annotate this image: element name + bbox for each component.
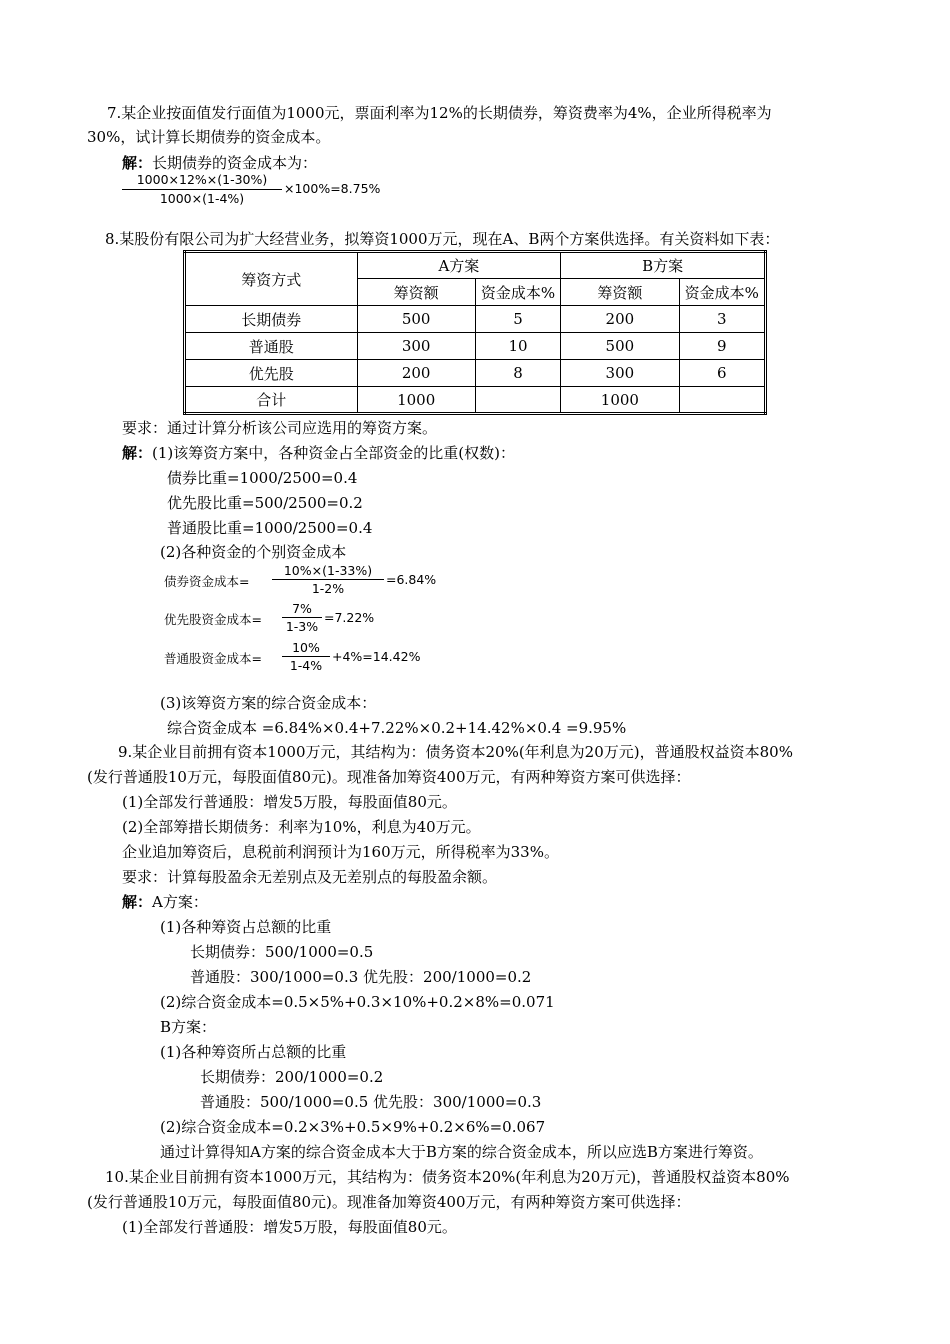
solution-label: 解：: [122, 893, 153, 911]
b-amount: 1000: [561, 387, 679, 414]
formula-numerator: 7%: [292, 601, 312, 616]
q8-formula-common: [164, 640, 464, 674]
q8-wacc: 综合资金成本 =6.84%×0.4+7.22%×0.2+14.42%×0.4 =9.95%: [167, 719, 627, 737]
q9-conclusion: 通过计算得知A方案的综合资金成本大于B方案的综合资金成本，所以应选B方案进行筹资。: [160, 1143, 763, 1161]
formula-numerator: 1000×12%×(1-30%): [136, 172, 268, 187]
q9-b2: (2)综合资金成本=0.2×3%+0.5×9%+0.2×6%=0.067: [160, 1118, 546, 1136]
a-cost: 5: [475, 306, 560, 333]
b-amount: 200: [561, 306, 679, 333]
fraction-bar: [272, 579, 384, 580]
q9-solution: [122, 892, 208, 912]
q8-step1-text: (1)该筹资方案中，各种资金占全部资金的比重(权数)：: [152, 444, 515, 462]
formula-numerator: 10%×(1-33%): [283, 563, 373, 578]
q8-intro: 8.某股份有限公司为扩大经营业务，拟筹资1000万元，现在A、B两个方案供选择。有关资料如下表：: [105, 230, 780, 248]
q8-requirement: 要求：通过计算分析该公司应选用的筹资方案。: [122, 419, 438, 437]
a-cost: 10: [475, 333, 560, 360]
b-cost: 6: [679, 360, 766, 387]
header-method: 筹资方式: [185, 252, 358, 306]
formula-numerator: 10%: [292, 640, 320, 655]
solution-label: 解：: [122, 444, 153, 462]
header-plan-b: B方案: [561, 252, 766, 279]
q8-step2: (2)各种资金的个别资金成本: [160, 543, 347, 561]
formula-lhs: 债券资金成本=: [164, 574, 250, 589]
q8-formula-pref: [164, 601, 464, 635]
table-row: [185, 360, 766, 387]
q9-line2: (发行普通股10万元，每股面值80元)。现准备加筹资400万元，有两种筹资方案可供选择：: [87, 768, 691, 786]
q8-weight-pref: 优先股比重=500/2500=0.2: [167, 494, 363, 512]
header-b-amount: 筹资额: [561, 279, 679, 306]
q8-weight-common: 普通股比重=1000/2500=0.4: [167, 519, 373, 537]
financing-table: [183, 250, 767, 415]
formula-result: ×100%=8.75%: [284, 181, 381, 196]
a-amount: 500: [357, 306, 475, 333]
q9-a1-rest: 普通股：300/1000=0.3 优先股：200/1000=0.2: [190, 968, 532, 986]
q10-option1: (1)全部发行普通股：增发5万股，每股面值80元。: [122, 1218, 457, 1236]
q10-line2: (发行普通股10万元，每股面值80元)。现准备加筹资400万元，有两种筹资方案可供选择：: [87, 1193, 691, 1211]
formula-lhs: 优先股资金成本=: [164, 612, 262, 627]
row-name: 普通股: [185, 333, 358, 360]
q9-line1: 9.某企业目前拥有资本1000万元，其结构为：债务资本20%(年利息为20万元)，普通股权益资本80%: [118, 743, 793, 761]
formula-denominator: 1000×(1-4%): [159, 191, 245, 206]
q9-b1-rest: 普通股：500/1000=0.5 优先股：300/1000=0.3: [200, 1093, 542, 1111]
row-name: 长期债券: [185, 306, 358, 333]
formula-lhs: 普通股资金成本=: [164, 651, 262, 666]
q9-a2: (2)综合资金成本=0.5×5%+0.3×10%+0.2×8%=0.071: [160, 993, 555, 1011]
q9-plan-b-label: B方案：: [160, 1018, 217, 1036]
formula-result: +4%=14.42%: [332, 649, 421, 664]
q7-solution: [122, 153, 317, 173]
solution-label: 解：: [122, 154, 153, 172]
fraction-bar: [282, 617, 322, 618]
q9-a1: (1)各种筹资占总额的比重: [160, 918, 332, 936]
formula-denominator: 1-4%: [289, 658, 323, 673]
b-cost: 3: [679, 306, 766, 333]
a-amount: 1000: [357, 387, 475, 414]
header-plan-a: A方案: [357, 252, 561, 279]
q8-weight-bond: 债券比重=1000/2500=0.4: [167, 469, 358, 487]
q7-solution-text: 长期债券的资金成本为：: [152, 154, 318, 172]
q8-step1: [122, 443, 515, 463]
fraction-bar: [122, 189, 282, 190]
q9-b1: (1)各种筹资所占总额的比重: [160, 1043, 347, 1061]
b-cost: [679, 387, 766, 414]
table-row: [185, 333, 766, 360]
q7-formula: [122, 172, 402, 208]
formula-denominator: 1-3%: [285, 619, 319, 634]
table-row: [185, 306, 766, 333]
header-a-amount: 筹资额: [357, 279, 475, 306]
q9-option2: (2)全部筹措长期债务：利率为10%，利息为40万元。: [122, 818, 481, 836]
formula-result: =7.22%: [324, 610, 375, 625]
header-a-cost: 资金成本%: [475, 279, 560, 306]
row-name: 优先股: [185, 360, 358, 387]
b-amount: 500: [561, 333, 679, 360]
a-amount: 200: [357, 360, 475, 387]
table-row-total: [185, 387, 766, 414]
b-amount: 300: [561, 360, 679, 387]
q9-b1-bond: 长期债券：200/1000=0.2: [200, 1068, 384, 1086]
a-amount: 300: [357, 333, 475, 360]
a-cost: 8: [475, 360, 560, 387]
q10-line1: 10.某企业目前拥有资本1000万元，其结构为：债务资本20%(年利息为20万元)，普通股权益资本80%: [105, 1168, 790, 1186]
formula-denominator: 1-2%: [311, 581, 345, 596]
formula-result: =6.84%: [386, 572, 437, 587]
a-cost: [475, 387, 560, 414]
q9-a1-bond: 长期债券：500/1000=0.5: [190, 943, 374, 961]
q8-formula-bond: [164, 563, 464, 597]
q7-line1: 7.某企业按面值发行面值为1000元，票面利率为12%的长期债券，筹资费率为4%，企业所得税率为: [107, 104, 772, 122]
q9-requirement: 要求：计算每股盈余无差别点及无差别点的每股盈余额。: [122, 868, 498, 886]
b-cost: 9: [679, 333, 766, 360]
row-name: 合计: [185, 387, 358, 414]
q9-option1: (1)全部发行普通股：增发5万股，每股面值80元。: [122, 793, 457, 811]
q7-line2: 30%，试计算长期债券的资金成本。: [87, 128, 331, 146]
fraction-bar: [282, 656, 330, 657]
header-b-cost: 资金成本%: [679, 279, 766, 306]
q8-step3: (3)该筹资方案的综合资金成本：: [160, 694, 377, 712]
q9-plan-a-label: A方案：: [152, 893, 208, 911]
q9-ebit: 企业追加筹资后，息税前利润预计为160万元，所得税率为33%。: [122, 843, 559, 861]
